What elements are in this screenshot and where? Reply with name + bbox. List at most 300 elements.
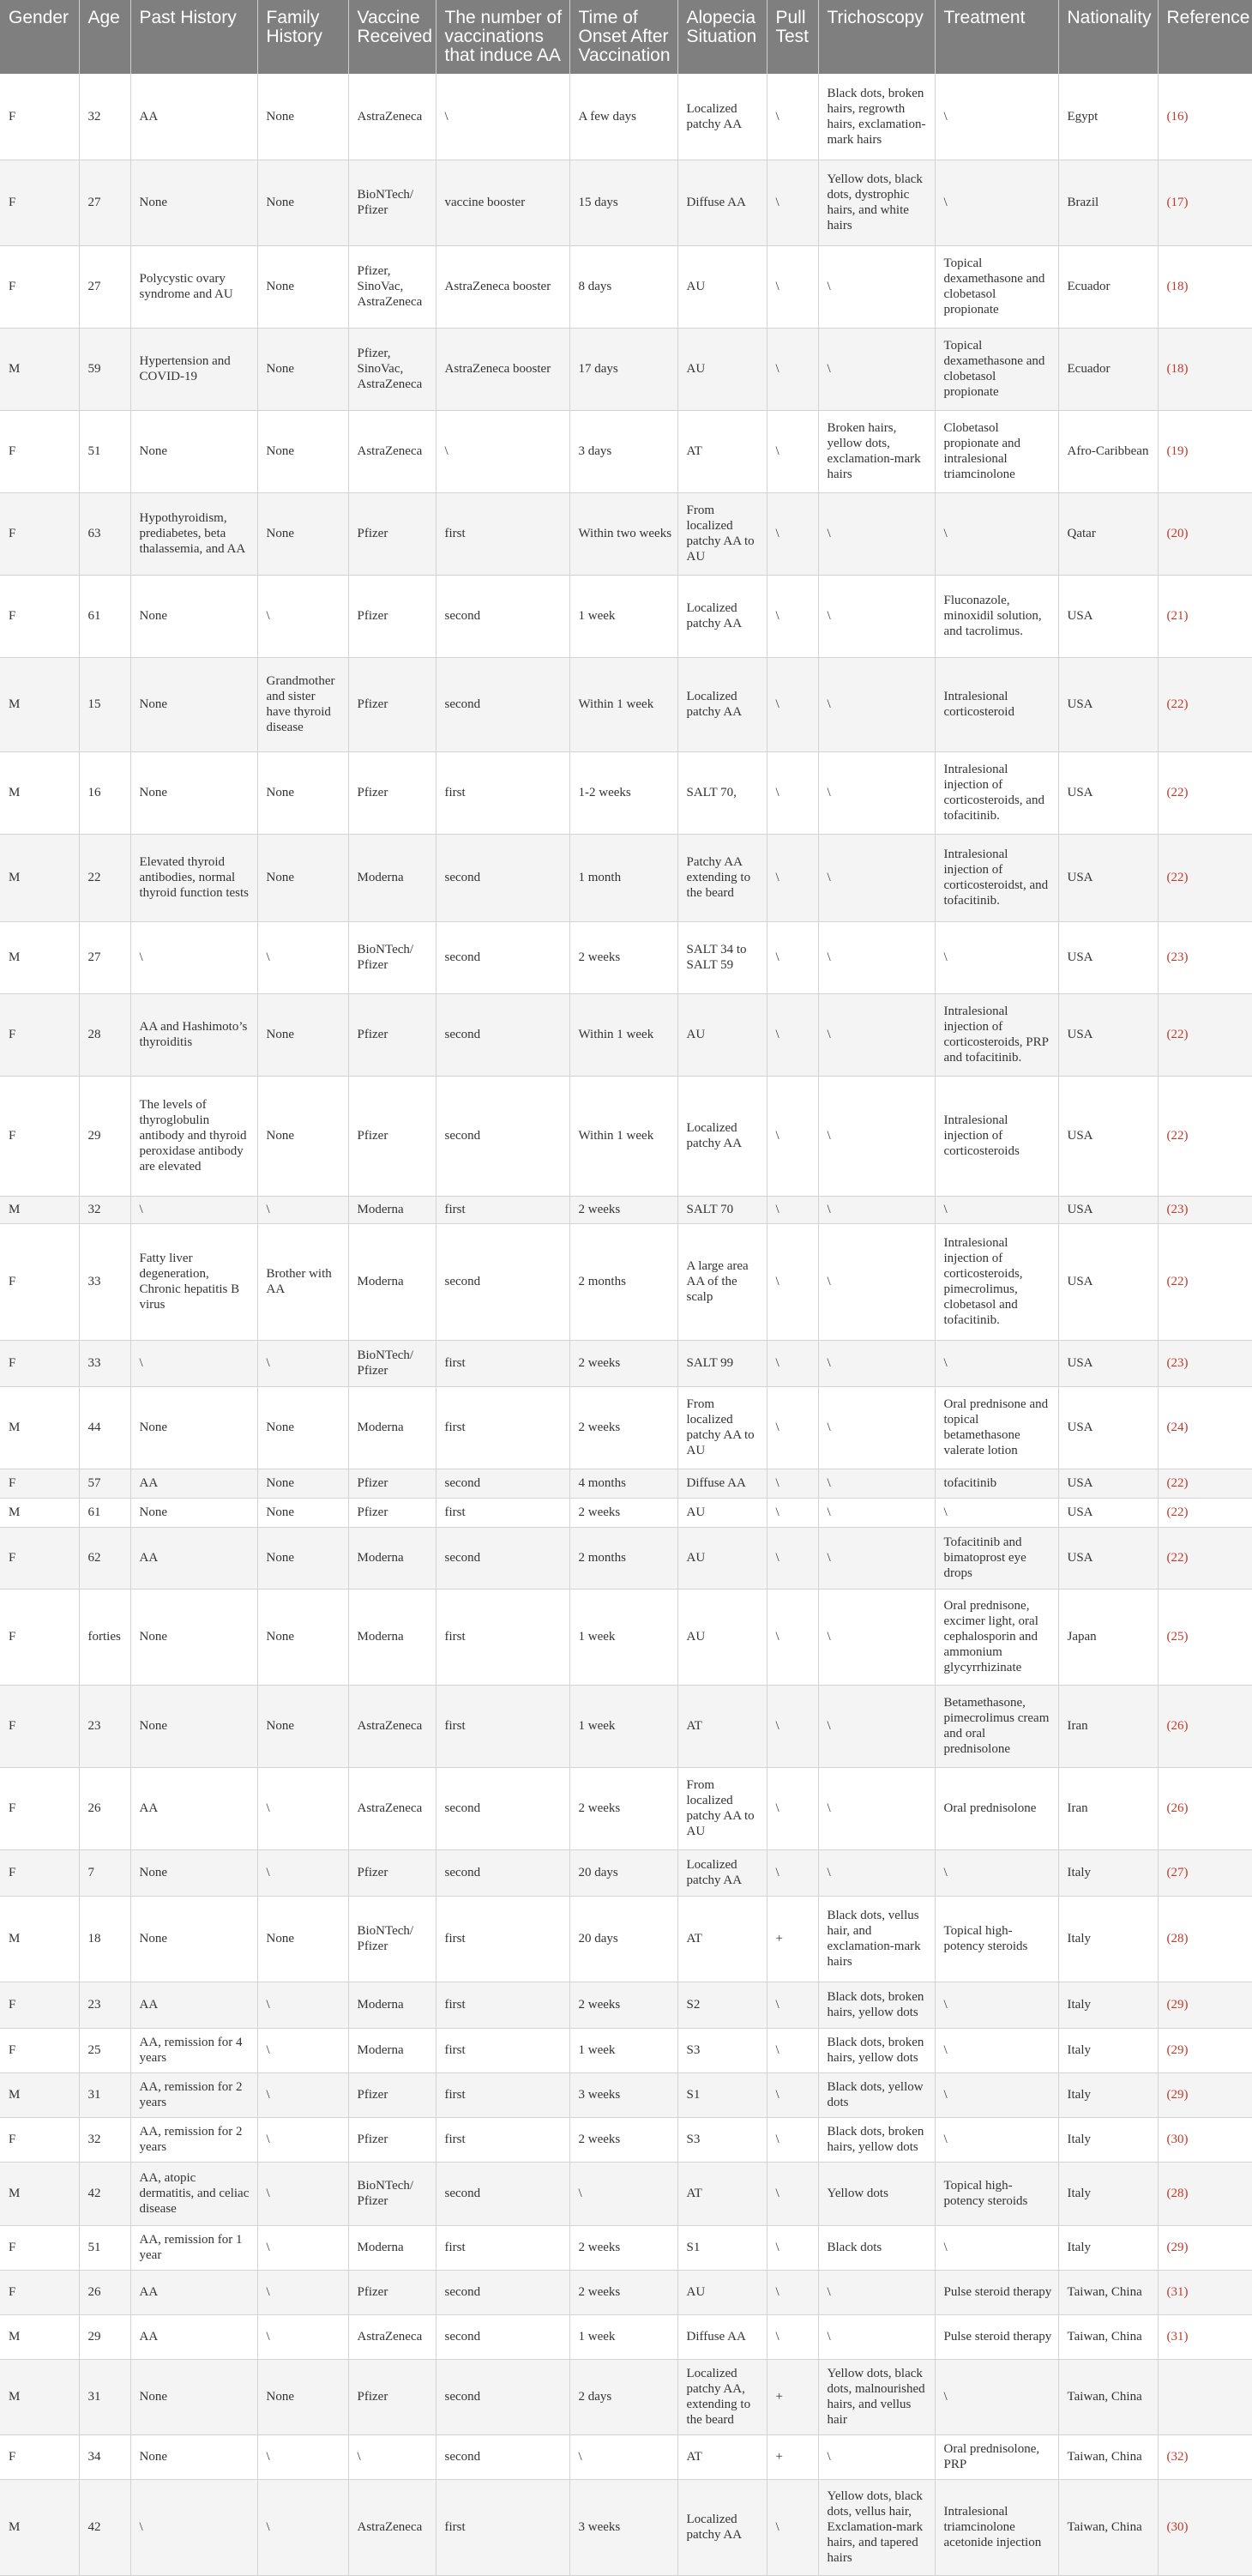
cell-pull-test: \ [767,1076,818,1196]
cell-onset-time: 2 weeks [569,1982,677,2028]
cell-gender: F [0,1076,79,1196]
cell-pull-test: \ [767,2225,818,2270]
cell-nationality: USA [1058,751,1158,834]
header-reference: Reference [1158,0,1252,74]
cell-vaccination-number: vaccine booster [436,160,569,245]
cell-gender: F [0,245,79,328]
cell-treatment: Clobetasol propionate and intralesional triamcinolone [935,410,1058,492]
cell-treatment: Oral prednisolone [935,1767,1058,1849]
cell-alopecia-situation: AU [677,993,767,1076]
cell-vaccine: Pfizer [348,1849,436,1896]
cell-past-history: AA [130,1527,257,1589]
table-row [0,834,1252,921]
cell-trichoscopy: \ [818,1223,935,1340]
cell-vaccine: AstraZeneca [348,410,436,492]
cell-reference: (25) [1158,1589,1252,1685]
cell-trichoscopy: \ [818,834,935,921]
cell-vaccine: BioNTech/ Pfizer [348,1896,436,1982]
cell-nationality: Italy [1058,2117,1158,2162]
cell-past-history: None [130,751,257,834]
cell-vaccination-number: second [436,1223,569,1340]
cell-reference: (29) [1158,2225,1252,2270]
cell-past-history: None [130,1849,257,1896]
cell-pull-test: \ [767,1223,818,1340]
cell-onset-time: 1 week [569,1685,677,1767]
header-nationality: Nationality [1058,0,1158,74]
cell-trichoscopy: Yellow dots, black dots, vellus hair, Exclamation-mark hairs, and tapered hairs [818,2479,935,2575]
cell-past-history: AA [130,1469,257,1498]
cell-trichoscopy: \ [818,1076,935,1196]
cell-nationality: USA [1058,1340,1158,1386]
cell-reference: (23) [1158,1340,1252,1386]
cell-pull-test: \ [767,1386,818,1469]
cell-treatment: tofacitinib [935,1469,1058,1498]
cell-vaccine: Pfizer [348,2117,436,2162]
header-pull-test: Pull Test [767,0,818,74]
cell-onset-time: 2 weeks [569,2225,677,2270]
table-row [0,328,1252,410]
table-row [0,993,1252,1076]
cell-pull-test: \ [767,328,818,410]
cell-treatment: Fluconazole, minoxidil solution, and tacrolimus. [935,575,1058,657]
table-row [0,921,1252,993]
cell-treatment: \ [935,1982,1058,2028]
cell-trichoscopy: \ [818,1498,935,1527]
cell-past-history: Elevated thyroid antibodies, normal thyroid function tests [130,834,257,921]
table-row [0,2479,1252,2575]
table-row [0,2314,1252,2359]
header-trichoscopy: Trichoscopy [818,0,935,74]
cell-reference: (21) [1158,575,1252,657]
cell-onset-time: 8 days [569,245,677,328]
cell-past-history: AA [130,2270,257,2314]
cell-trichoscopy: \ [818,1685,935,1767]
cell-age: 63 [79,492,130,575]
cell-age: forties [79,1589,130,1685]
cell-reference: (30) [1158,2479,1252,2575]
cell-reference: (27) [1158,1849,1252,1896]
header-alopecia-situation: Alopecia Situation [677,0,767,74]
cell-past-history: AA [130,2314,257,2359]
cell-age: 7 [79,1849,130,1896]
cell-pull-test: \ [767,492,818,575]
cell-gender: F [0,1849,79,1896]
cell-past-history: AA, remission for 4 years [130,2028,257,2072]
cell-gender: M [0,2162,79,2225]
cell-past-history: None [130,1589,257,1685]
cell-age: 33 [79,1223,130,1340]
cell-reference: (31) [1158,2270,1252,2314]
cell-alopecia-situation: AU [677,1589,767,1685]
cell-vaccine: Pfizer [348,2072,436,2117]
cell-nationality: Italy [1058,2028,1158,2072]
cell-onset-time: 1-2 weeks [569,751,677,834]
cell-pull-test: \ [767,993,818,1076]
cell-age: 23 [79,1982,130,2028]
cell-pull-test: + [767,1896,818,1982]
cell-vaccine: BioNTech/ Pfizer [348,1340,436,1386]
cell-alopecia-situation: S1 [677,2072,767,2117]
cell-vaccine: \ [348,2434,436,2479]
cell-family-history: \ [257,575,348,657]
cell-trichoscopy: \ [818,1196,935,1223]
cell-alopecia-situation: S3 [677,2028,767,2072]
cell-onset-time: 20 days [569,1896,677,1982]
cell-onset-time: 2 days [569,2359,677,2434]
table-row [0,1076,1252,1196]
cell-treatment: Pulse steroid therapy [935,2314,1058,2359]
cell-vaccination-number: AstraZeneca booster [436,328,569,410]
cell-onset-time: Within two weeks [569,492,677,575]
cell-vaccination-number: first [436,1386,569,1469]
cell-vaccination-number: second [436,1849,569,1896]
table-row [0,1589,1252,1685]
cell-gender: F [0,1589,79,1685]
cell-vaccination-number: first [436,2479,569,2575]
cell-gender: F [0,1340,79,1386]
cell-alopecia-situation: SALT 70, [677,751,767,834]
cell-gender: M [0,2359,79,2434]
cell-alopecia-situation: Localized patchy AA [677,1076,767,1196]
cell-gender: M [0,834,79,921]
cell-gender: M [0,2072,79,2117]
cell-age: 28 [79,993,130,1076]
cell-past-history: None [130,1896,257,1982]
cell-trichoscopy: \ [818,1340,935,1386]
cell-family-history: None [257,410,348,492]
cell-nationality: Japan [1058,1589,1158,1685]
table-row [0,1685,1252,1767]
cell-onset-time: 15 days [569,160,677,245]
cell-trichoscopy: \ [818,1589,935,1685]
cell-age: 22 [79,834,130,921]
cell-gender: M [0,2479,79,2575]
cell-pull-test: \ [767,1982,818,2028]
cell-treatment: Intralesional corticosteroid [935,657,1058,751]
table-row [0,1982,1252,2028]
cell-nationality: Egypt [1058,74,1158,160]
cell-vaccine: AstraZeneca [348,2479,436,2575]
cell-reference: (16) [1158,74,1252,160]
table-row [0,1196,1252,1223]
cell-alopecia-situation: AU [677,245,767,328]
cell-onset-time: 4 months [569,1469,677,1498]
cell-treatment: \ [935,74,1058,160]
cell-pull-test: \ [767,1498,818,1527]
cell-alopecia-situation: Localized patchy AA [677,1849,767,1896]
cell-alopecia-situation: AU [677,1498,767,1527]
cell-age: 27 [79,921,130,993]
table-row [0,1469,1252,1498]
cell-reference: (29) [1158,2028,1252,2072]
cell-past-history: None [130,1498,257,1527]
cell-vaccination-number: first [436,1196,569,1223]
cell-treatment: Intralesional injection of corticosteroidst, and tofacitinib. [935,834,1058,921]
cell-alopecia-situation: AU [677,1527,767,1589]
cell-onset-time: 20 days [569,1849,677,1896]
cell-family-history: \ [257,1340,348,1386]
header-number-of-vaccinations: The number of vaccinations that induce AA [436,0,569,74]
cell-vaccine: AstraZeneca [348,2314,436,2359]
cell-gender: M [0,328,79,410]
cell-gender: M [0,2314,79,2359]
table-row [0,2270,1252,2314]
cell-trichoscopy: Yellow dots [818,2162,935,2225]
header-family-history: Family History [257,0,348,74]
cell-treatment: Oral prednisone and topical betamethasone valerate lotion [935,1386,1058,1469]
cell-past-history: \ [130,2479,257,2575]
cell-onset-time: Within 1 week [569,657,677,751]
header-row [0,0,1252,74]
cell-reference: (29) [1158,1982,1252,2028]
cell-vaccine: Pfizer [348,1498,436,1527]
cell-trichoscopy: Yellow dots, black dots, dystrophic hairs, and white hairs [818,160,935,245]
table-row [0,2225,1252,2270]
cell-gender: M [0,1498,79,1527]
cell-past-history: AA, remission for 1 year [130,2225,257,2270]
cell-pull-test: \ [767,921,818,993]
cell-pull-test: \ [767,1849,818,1896]
cell-pull-test: \ [767,834,818,921]
cell-nationality: Afro-Caribbean [1058,410,1158,492]
cell-gender: F [0,160,79,245]
cell-treatment: Betamethasone, pimecrolimus cream and oral prednisolone [935,1685,1058,1767]
cell-onset-time: 2 months [569,1527,677,1589]
cell-reference: (22) [1158,657,1252,751]
cell-nationality: Taiwan, China [1058,2270,1158,2314]
cell-family-history: None [257,1685,348,1767]
cell-family-history: None [257,328,348,410]
cell-vaccination-number: \ [436,74,569,160]
cell-alopecia-situation: From localized patchy AA to AU [677,1386,767,1469]
cell-alopecia-situation: AT [677,2162,767,2225]
cell-treatment: \ [935,2028,1058,2072]
cell-family-history: \ [257,2434,348,2479]
cell-family-history: \ [257,2479,348,2575]
cell-reference [1158,2359,1252,2434]
cell-vaccination-number: second [436,1767,569,1849]
table-row [0,1896,1252,1982]
cell-treatment: \ [935,1498,1058,1527]
cell-family-history: \ [257,2314,348,2359]
cell-vaccination-number: first [436,2028,569,2072]
cell-age: 16 [79,751,130,834]
cell-treatment: Intralesional injection of corticosteroids, PRP and tofacitinib. [935,993,1058,1076]
cell-alopecia-situation: AU [677,2270,767,2314]
cell-vaccine: AstraZeneca [348,1767,436,1849]
cell-family-history: None [257,1527,348,1589]
cell-past-history: AA, atopic dermatitis, and celiac disease [130,2162,257,2225]
cell-treatment: \ [935,1340,1058,1386]
cell-vaccine: Moderna [348,1527,436,1589]
cell-alopecia-situation: AT [677,2434,767,2479]
cell-trichoscopy: \ [818,993,935,1076]
cell-onset-time: 3 days [569,410,677,492]
cell-reference: (29) [1158,2072,1252,2117]
cell-vaccination-number: first [436,1340,569,1386]
cell-vaccine: Moderna [348,1223,436,1340]
cell-pull-test: \ [767,74,818,160]
cell-treatment: Pulse steroid therapy [935,2270,1058,2314]
cell-age: 51 [79,410,130,492]
cell-gender: F [0,575,79,657]
cell-vaccination-number: second [436,993,569,1076]
cell-age: 25 [79,2028,130,2072]
cell-trichoscopy: Black dots, broken hairs, yellow dots [818,2117,935,2162]
cell-age: 31 [79,2072,130,2117]
cell-nationality: USA [1058,921,1158,993]
cell-past-history: The levels of thyroglobulin antibody and thyroid peroxidase antibody are elevated [130,1076,257,1196]
cell-vaccination-number: second [436,2359,569,2434]
cell-vaccination-number: second [436,2314,569,2359]
cell-trichoscopy: \ [818,657,935,751]
cell-vaccination-number: second [436,1076,569,1196]
cell-treatment: \ [935,2117,1058,2162]
cell-trichoscopy: Black dots, vellus hair, and exclamation-mark hairs [818,1896,935,1982]
cell-past-history: AA [130,1767,257,1849]
table-row [0,2072,1252,2117]
cell-vaccine: Pfizer, SinoVac, AstraZeneca [348,245,436,328]
cell-pull-test: \ [767,2479,818,2575]
cell-family-history: None [257,993,348,1076]
cell-trichoscopy: \ [818,1767,935,1849]
cell-vaccine: Moderna [348,834,436,921]
cell-vaccine: Moderna [348,2225,436,2270]
cell-nationality: Brazil [1058,160,1158,245]
cell-gender: F [0,1223,79,1340]
cell-past-history: AA and Hashimoto’s thyroiditis [130,993,257,1076]
cell-reference: (22) [1158,1527,1252,1589]
cell-nationality: Taiwan, China [1058,2479,1158,2575]
cell-gender: F [0,2225,79,2270]
cell-alopecia-situation: Localized patchy AA, extending to the beard [677,2359,767,2434]
cell-pull-test: \ [767,410,818,492]
cell-alopecia-situation: SALT 99 [677,1340,767,1386]
cell-past-history: None [130,1386,257,1469]
table-row [0,1386,1252,1469]
cell-age: 32 [79,74,130,160]
cell-pull-test: \ [767,160,818,245]
cell-onset-time: 2 months [569,1223,677,1340]
cell-alopecia-situation: Patchy AA extending to the beard [677,834,767,921]
table-body [0,74,1252,2575]
cell-reference: (24) [1158,1386,1252,1469]
cell-onset-time: 2 weeks [569,2117,677,2162]
cell-nationality: Italy [1058,1982,1158,2028]
cell-gender: F [0,1685,79,1767]
table-row [0,2359,1252,2434]
cell-vaccine: Moderna [348,2028,436,2072]
cell-trichoscopy: Black dots, yellow dots [818,2072,935,2117]
cell-reference: (22) [1158,1469,1252,1498]
cell-vaccine: Moderna [348,1589,436,1685]
cell-age: 27 [79,245,130,328]
cell-treatment: \ [935,1196,1058,1223]
cell-nationality: Italy [1058,1849,1158,1896]
cell-family-history: \ [257,1196,348,1223]
cell-vaccination-number: first [436,1982,569,2028]
cell-pull-test: \ [767,2117,818,2162]
cell-past-history: None [130,657,257,751]
cell-gender: M [0,1896,79,1982]
cell-onset-time: Within 1 week [569,1076,677,1196]
cell-gender: F [0,2117,79,2162]
cell-reference: (19) [1158,410,1252,492]
cell-pull-test: + [767,2434,818,2479]
cell-vaccination-number: first [436,2072,569,2117]
cell-trichoscopy: Yellow dots, black dots, malnourished hairs, and vellus hair [818,2359,935,2434]
cell-reference: (30) [1158,2117,1252,2162]
cell-family-history: None [257,2359,348,2434]
cell-onset-time: \ [569,2434,677,2479]
cell-nationality: Qatar [1058,492,1158,575]
cell-reference: (32) [1158,2434,1252,2479]
cell-gender: M [0,657,79,751]
cell-reference: (18) [1158,245,1252,328]
cell-past-history: \ [130,1196,257,1223]
cell-nationality: USA [1058,1386,1158,1469]
cell-vaccination-number: second [436,1527,569,1589]
cell-pull-test: \ [767,1340,818,1386]
cell-age: 29 [79,1076,130,1196]
cell-past-history: \ [130,921,257,993]
cell-treatment: \ [935,1849,1058,1896]
cell-onset-time: 2 weeks [569,1498,677,1527]
cell-vaccination-number: first [436,2117,569,2162]
cell-trichoscopy: \ [818,1469,935,1498]
cell-past-history: Hypertension and COVID-19 [130,328,257,410]
cell-age: 61 [79,1498,130,1527]
cell-past-history: AA [130,74,257,160]
cell-vaccine: Moderna [348,1196,436,1223]
cell-nationality: Taiwan, China [1058,2434,1158,2479]
cell-past-history: Hypothyroidism, prediabetes, beta thalassemia, and AA [130,492,257,575]
cell-alopecia-situation: AT [677,1685,767,1767]
cell-family-history: None [257,751,348,834]
header-treatment: Treatment [935,0,1058,74]
header-gender: Gender [0,0,79,74]
cell-trichoscopy: \ [818,1527,935,1589]
cell-gender: F [0,410,79,492]
cell-age: 57 [79,1469,130,1498]
cell-vaccine: BioNTech/ Pfizer [348,2162,436,2225]
cell-age: 15 [79,657,130,751]
cell-treatment: Intralesional injection of corticosteroids, pimecrolimus, clobetasol and tofacitinib. [935,1223,1058,1340]
cell-reference: (26) [1158,1685,1252,1767]
cell-vaccination-number: second [436,2270,569,2314]
cell-pull-test: \ [767,751,818,834]
cell-age: 18 [79,1896,130,1982]
cell-treatment: Tofacitinib and bimatoprost eye drops [935,1527,1058,1589]
cell-family-history: None [257,1469,348,1498]
cell-vaccine: Pfizer [348,492,436,575]
cell-age: 42 [79,2162,130,2225]
cell-past-history: AA, remission for 2 years [130,2117,257,2162]
header-time-of-onset: Time of Onset After Vaccination [569,0,677,74]
cell-age: 32 [79,2117,130,2162]
cell-vaccine: Pfizer [348,2270,436,2314]
cell-vaccine: Pfizer [348,1076,436,1196]
cell-vaccination-number: second [436,834,569,921]
cell-nationality: USA [1058,993,1158,1076]
cell-onset-time: 2 weeks [569,1340,677,1386]
cell-trichoscopy: Black dots [818,2225,935,2270]
header-vaccine-received: Vaccine Received [348,0,436,74]
cell-nationality: USA [1058,575,1158,657]
cell-reference: (22) [1158,1076,1252,1196]
cell-reference: (28) [1158,1896,1252,1982]
cell-onset-time: 3 weeks [569,2479,677,2575]
